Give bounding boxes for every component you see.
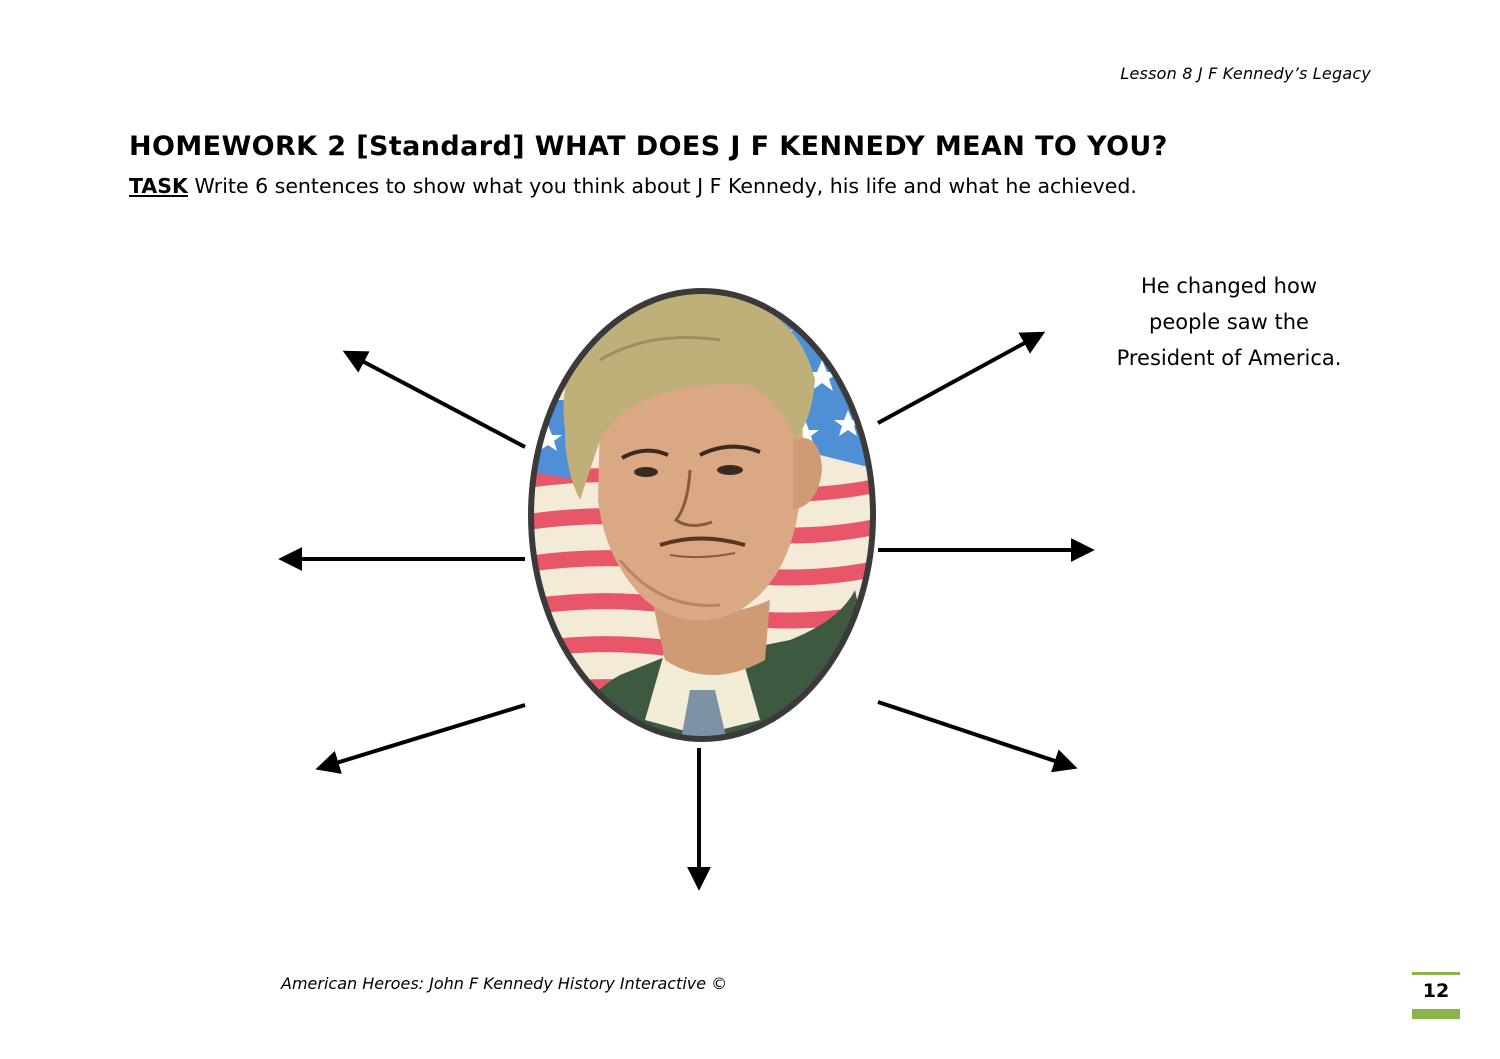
lesson-header: Lesson 8 J F Kennedy’s Legacy (1120, 64, 1371, 83)
example-line-2: people saw the (1149, 310, 1309, 334)
example-line-3: President of America. (1116, 346, 1342, 370)
homework-title: HOMEWORK 2 [Standard] WHAT DOES J F KENNEDY MEAN TO YOU? (129, 131, 1168, 162)
task-text: Write 6 sentences to show what you think about J F Kennedy, his life and what he achieved. (187, 174, 1137, 198)
page-number-bottom-bar (1412, 1009, 1460, 1019)
arrow-lower-left (320, 705, 525, 768)
page-number: 12 (1422, 980, 1450, 1002)
task-label: TASK (129, 174, 188, 198)
arrow-upper-right (878, 334, 1041, 423)
arrow-lower-right (878, 702, 1073, 767)
arrow-upper-left (347, 353, 525, 447)
page-number-box (1412, 972, 1460, 1020)
jfk-portrait-icon (520, 290, 890, 760)
example-line-1: He changed how (1140, 274, 1317, 298)
footer-credit: American Heroes: John F Kennedy History Interactive © (281, 974, 728, 993)
page-number-top-rule (1412, 972, 1460, 975)
